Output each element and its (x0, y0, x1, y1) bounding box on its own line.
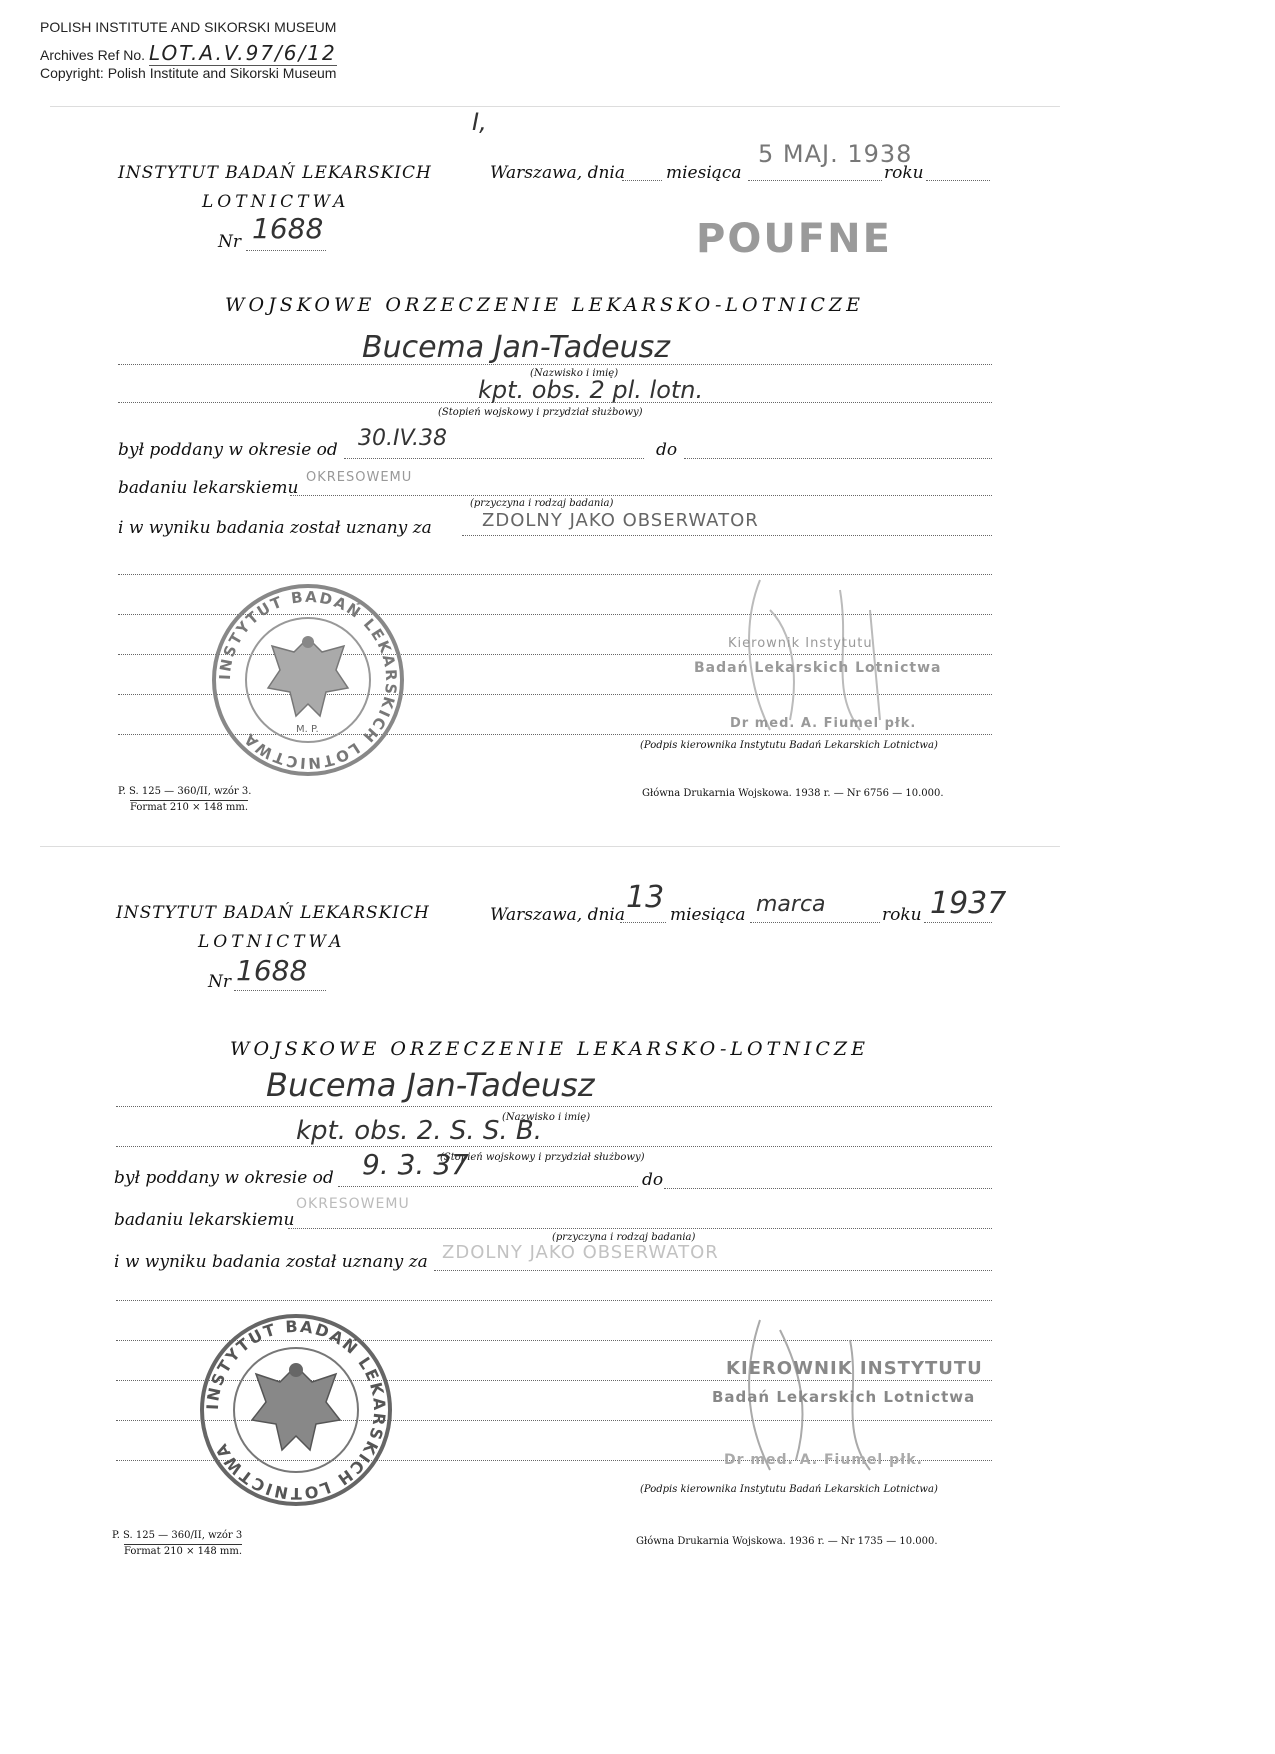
nr-label: Nr (208, 972, 232, 992)
printer-info: Główna Drukarnia Wojskowa. 1936 r. — Nr 1735 — 10.000. (636, 1536, 938, 1547)
top-mark: I, (472, 108, 487, 136)
year-label: roku (882, 905, 922, 925)
result-value: ZDOLNY JAKO OBSERWATOR (442, 1242, 719, 1263)
period-to-label: do (642, 1170, 664, 1190)
exam-label: badaniu lekarskiemu (114, 1210, 295, 1230)
year-value: 1937 (930, 886, 1007, 921)
nr-value: 1688 (236, 954, 308, 987)
rank-caption: (Stopień wojskowy i przydział służbowy) (440, 1152, 645, 1163)
name-value: Bucema Jan-Tadeusz (266, 1066, 595, 1104)
seal-icon (196, 1310, 396, 1510)
director-title: KIEROWNIK INSTYTUTU (726, 1358, 983, 1379)
director-institute: Badań Lekarskich Lotnictwa (712, 1388, 976, 1406)
signature-icon (700, 570, 940, 740)
seal-mp: M. P. (296, 724, 319, 735)
institute-name-line2: LOTNICTWA (198, 932, 346, 952)
signature-caption: (Podpis kierownika Instytutu Badań Lekarskich Lotnictwa) (640, 1484, 938, 1495)
month-label: miesiąca (670, 905, 746, 925)
period-to-label: do (656, 440, 678, 460)
seal-text: INSTYTUT BADAŃ LEKARSKICH LOTNICTWA (215, 587, 401, 773)
nr-label: Nr (218, 232, 242, 252)
rank-value: kpt. obs. 2 pl. lotn. (478, 376, 704, 404)
name-caption: (Nazwisko i imię) (530, 368, 619, 379)
confidential-stamp: POUFNE (696, 216, 892, 262)
archive-ref-value: LOT.A.V.97/6/12 (148, 41, 337, 65)
year-label: roku (884, 163, 924, 183)
copyright: Copyright: Polish Institute and Sikorski Museum (40, 65, 337, 81)
nr-value: 1688 (252, 212, 324, 245)
form-format: Format 210 × 148 mm. (124, 1546, 243, 1557)
archive-ref-label: Archives Ref No. (40, 47, 146, 63)
form-id: P. S. 125 — 360/II, wzór 3. (118, 786, 252, 797)
exam-caption: (przyczyna i rodzaj badania) (552, 1232, 696, 1243)
seal-text: INSTYTUT BADAŃ LEKARSKICH LOTNICTWA (202, 1316, 390, 1504)
period-from-label: był poddany w okresie od (114, 1168, 334, 1188)
name-caption: (Nazwisko i imię) (502, 1112, 591, 1123)
institute-name: INSTYTUT BADAŃ LEKARSKICH (116, 903, 430, 923)
archive-header (40, 18, 337, 82)
place-label: Warszawa, dnia (490, 905, 625, 925)
institute-name-line2: LOTNICTWA (202, 192, 350, 212)
rank-caption: (Stopień wojskowy i przydział służbowy) (438, 407, 643, 418)
director-title: Kierownik Instytutu (728, 636, 873, 651)
date-stamp: 5 MAJ. 1938 (758, 140, 913, 168)
director-name: Dr med. A. Fiumel płk. (724, 1452, 923, 1468)
place-label: Warszawa, dnia (490, 163, 625, 183)
exam-label: badaniu lekarskiemu (118, 478, 299, 498)
result-label: i w wyniku badania został uznany za (118, 518, 432, 538)
printer-info: Główna Drukarnia Wojskowa. 1938 r. — Nr 6756 — 10.000. (642, 788, 944, 799)
result-label: i w wyniku badania został uznany za (114, 1252, 428, 1272)
director-institute: Badań Lekarskich Lotnictwa (694, 660, 942, 676)
rank-value: kpt. obs. 2. S. S. B. (296, 1116, 543, 1146)
exam-value: OKRESOWEMU (296, 1196, 410, 1212)
institute-name: INSTYTUT BADAŃ LEKARSKICH (118, 163, 432, 183)
exam-value: OKRESOWEMU (306, 470, 413, 485)
day-value: 13 (626, 880, 665, 915)
exam-caption: (przyczyna i rodzaj badania) (470, 498, 614, 509)
institute-seal (196, 1310, 396, 1510)
museum-name: POLISH INSTITUTE AND SIKORSKI MUSEUM (40, 19, 337, 35)
institute-seal (208, 580, 408, 780)
form-format: Format 210 × 148 mm. (130, 802, 249, 813)
signature-caption: (Podpis kierownika Instytutu Badań Lekarskich Lotnictwa) (640, 740, 938, 751)
period-from-label: był poddany w okresie od (118, 440, 338, 460)
form-title: WOJSKOWE ORZECZENIE LEKARSKO-LOTNICZE (225, 294, 864, 316)
seal-icon (208, 580, 408, 780)
form-title: WOJSKOWE ORZECZENIE LEKARSKO-LOTNICZE (230, 1038, 869, 1060)
month-value: marca (756, 892, 826, 917)
period-from-value: 30.IV.38 (358, 426, 447, 451)
director-name: Dr med. A. Fiumel płk. (730, 716, 917, 731)
name-value: Bucema Jan-Tadeusz (362, 330, 671, 365)
month-label: miesiąca (666, 163, 742, 183)
period-from-value: 9. 3. 37 (362, 1148, 469, 1181)
form-id: P. S. 125 — 360/II, wzór 3 (112, 1530, 243, 1541)
result-value: ZDOLNY JAKO OBSERWATOR (482, 510, 759, 531)
